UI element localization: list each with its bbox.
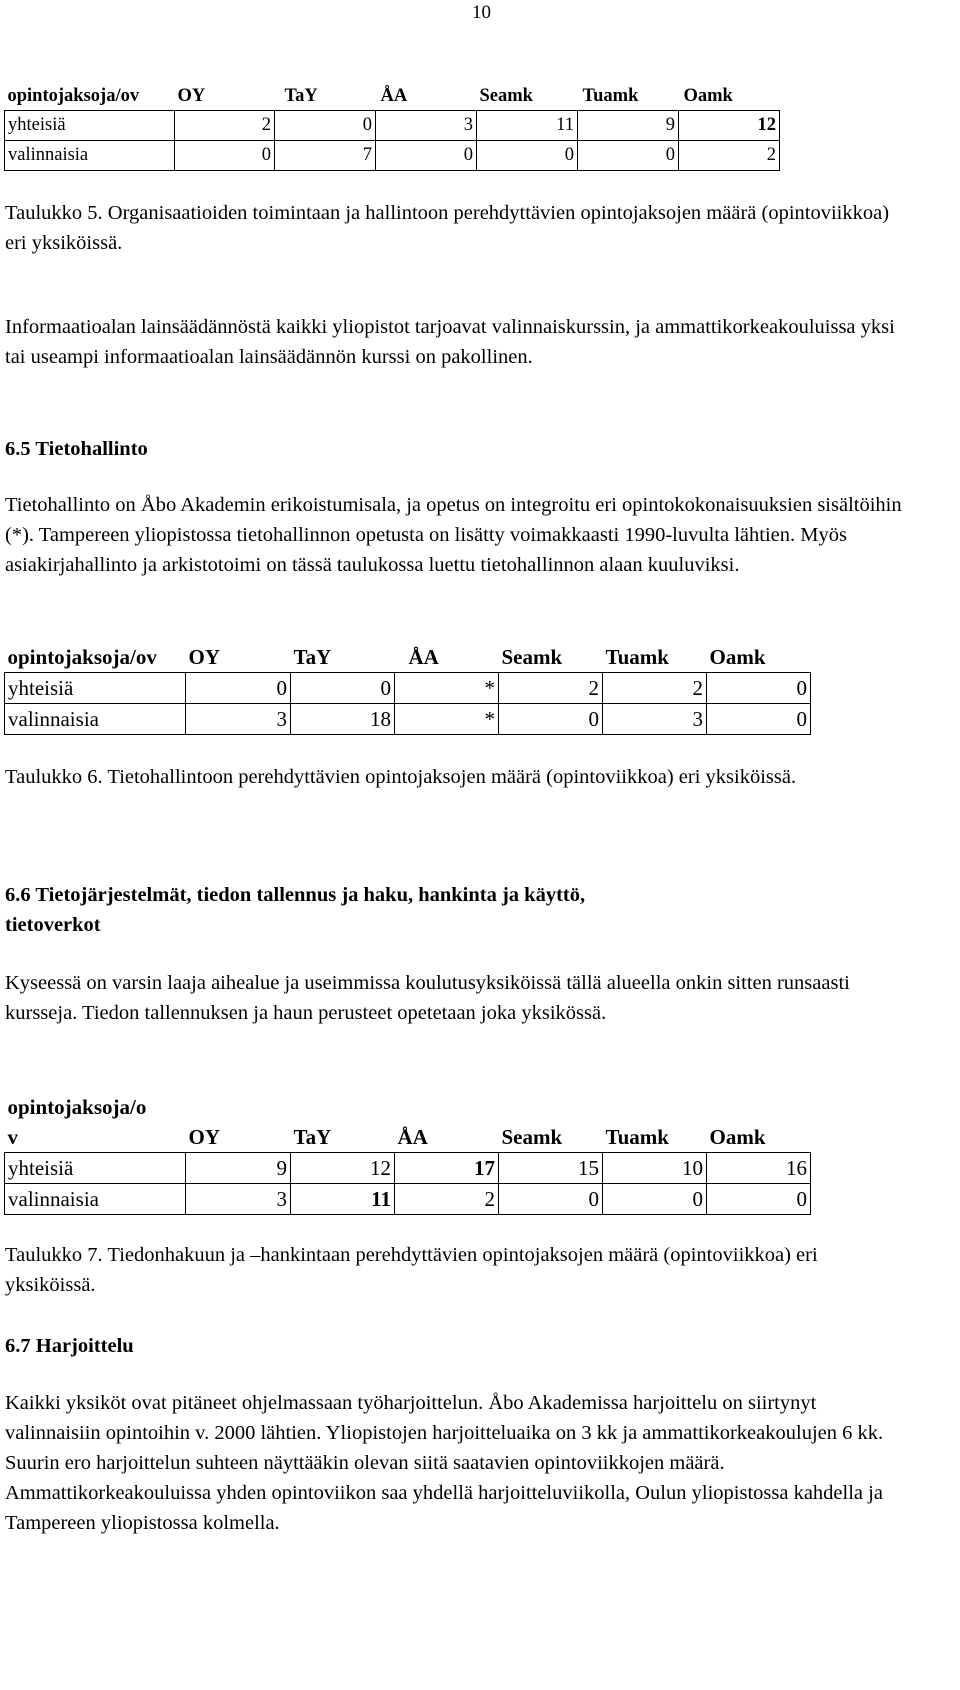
section-heading-6-7: 6.7 Harjoittelu	[5, 1335, 134, 1357]
table-cell: 3	[603, 704, 707, 735]
paragraph-6-6: Kyseessä on varsin laaja aihealue ja useimmissa koulutusyksiköissä tällä alueella onkin sitten runsaasti kursseja. Tiedon tallennuksen ja haun perusteet opetetaan joka yksikössä.	[5, 972, 850, 1024]
table-cell: 11	[477, 111, 578, 141]
row-label: valinnaisia	[5, 704, 186, 735]
table-header-cell: Seamk	[501, 1124, 563, 1149]
table-header-cell: Oamk	[709, 1124, 766, 1149]
table-cell: 3	[376, 111, 477, 141]
table-cell: 17	[395, 1153, 499, 1184]
table-cell: *	[395, 673, 499, 704]
table-header-cell: Seamk	[501, 644, 563, 669]
table-cell: 2	[603, 673, 707, 704]
table-header-cell: ÅA	[397, 1124, 428, 1149]
table-header-cell: Oamk	[683, 85, 733, 106]
table-cell: 0	[499, 704, 603, 735]
table-header-row	[5, 642, 811, 673]
table-cell: 12	[291, 1153, 395, 1184]
caption-table-6: Taulukko 6. Tietohallintoon perehdyttävien opintojaksojen määrä (opintoviikkoa) eri yksiköissä.	[5, 766, 797, 788]
table-header-cell: TaY	[293, 644, 332, 669]
table-cell: 9	[186, 1153, 291, 1184]
paragraph-6-5: Tietohallinto on Åbo Akademin erikoistumisala, ja opetus on integroitu eri opintokokonaisuuksien sisältöihin (*). Tampereen yliopistossa tietohallinnon opetusta on lisätty voimakkaasti 1990-luvulta lähtien. Myös asiakirjahallinto ja arkistotoimi on tässä taulukossa luettu tietohallinnon alaan kuuluviksi.	[5, 494, 902, 576]
table-7	[4, 1092, 811, 1215]
table-cell: 0	[477, 141, 578, 171]
table-header-cell: opintojaksoja/ov	[7, 644, 157, 669]
row-label: yhteisiä	[5, 1153, 186, 1184]
table-cell: 9	[578, 111, 679, 141]
table-header-cell: OY	[188, 644, 220, 669]
table-row	[5, 673, 811, 704]
table-row	[5, 1153, 811, 1184]
table-header-row	[5, 1122, 811, 1153]
table-header-cell: opintojaksoja/ov	[7, 85, 140, 106]
section-heading-6-6: 6.6 Tietojärjestelmät, tiedon tallennus ja haku, hankinta ja käyttö, tietoverkot	[5, 884, 586, 936]
table-cell: 15	[499, 1153, 603, 1184]
caption-table-5: Taulukko 5. Organisaatioiden toimintaan ja hallintoon perehdyttävien opintojaksojen määrä (opintoviikkoa) eri yksiköissä.	[5, 202, 890, 254]
row-label: yhteisiä	[5, 111, 175, 141]
table-row	[5, 1184, 811, 1215]
table-cell: 0	[578, 141, 679, 171]
table-cell: 0	[275, 111, 376, 141]
table-cell: 0	[376, 141, 477, 171]
table-cell: 0	[186, 673, 291, 704]
table-header-row	[5, 82, 780, 111]
table-header-cell: Tuamk	[605, 644, 669, 669]
table-cell: 0	[707, 673, 811, 704]
table-cell: 2	[175, 111, 275, 141]
table-cell: 2	[499, 673, 603, 704]
table-5	[4, 82, 780, 171]
table-cell: 2	[395, 1184, 499, 1215]
table-cell: 18	[291, 704, 395, 735]
table-cell: 0	[499, 1184, 603, 1215]
section-heading-6-5: 6.5 Tietohallinto	[5, 438, 148, 460]
table-cell: 0	[175, 141, 275, 171]
table-header-cell: v	[7, 1124, 18, 1149]
table-cell: 0	[707, 1184, 811, 1215]
table-cell: 2	[679, 141, 780, 171]
table-cell: 3	[186, 1184, 291, 1215]
table-cell: 16	[707, 1153, 811, 1184]
table-header-cell: TaY	[293, 1124, 332, 1149]
table-header-cell: ÅA	[408, 644, 439, 669]
table-6	[4, 642, 811, 735]
page-number: 10	[472, 2, 491, 23]
table-header-cell: Tuamk	[605, 1124, 669, 1149]
table-header-cell: Oamk	[709, 644, 766, 669]
paragraph-legislation: Informaatioalan lainsäädännöstä kaikki yliopistot tarjoavat valinnaiskurssin, ja ammattikorkeakouluissa yksi tai useampi informaatioalan lainsäädännön kurssi on pakollinen.	[5, 316, 895, 368]
table-header-cell: TaY	[284, 85, 318, 106]
table-row	[5, 141, 780, 171]
table-cell: 12	[679, 111, 780, 141]
paragraph-6-7: Kaikki yksiköt ovat pitäneet ohjelmassaan työharjoittelun. Åbo Akademissa harjoittelu on siirtynyt valinnaisiin opintoihin v. 2000 lähtien. Yliopistojen harjoitteluaika on 3 kk ja ammattikorkeakoulujen 6 kk. Suurin ero harjoittelun suhteen näyttääkin olevan siitä saatavien opintoviikkojen määrä. Ammattikorkeakouluissa yhden opintoviikon saa yhdellä harjoitteluviikolla, Oulun yliopistossa kahdella ja Tampereen yliopistossa kolmella.	[5, 1392, 884, 1534]
table-header-cell: Tuamk	[582, 85, 639, 106]
table-cell: 0	[707, 704, 811, 735]
row-label: valinnaisia	[5, 1184, 186, 1215]
table-cell: 3	[186, 704, 291, 735]
table-header-cell: opintojaksoja/o	[7, 1094, 147, 1119]
table-cell: *	[395, 704, 499, 735]
table-header-cell: Seamk	[479, 85, 533, 106]
table-cell: 10	[603, 1153, 707, 1184]
table-header-cell: OY	[177, 85, 206, 106]
table-cell: 11	[291, 1184, 395, 1215]
caption-table-7: Taulukko 7. Tiedonhakuun ja –hankintaan perehdyttävien opintojaksojen määrä (opintoviikkoa) eri yksiköissä.	[5, 1244, 818, 1296]
table-cell: 0	[603, 1184, 707, 1215]
table-header-cell: ÅA	[380, 85, 408, 106]
row-label: yhteisiä	[5, 673, 186, 704]
table-cell: 0	[291, 673, 395, 704]
table-header-row	[5, 1092, 811, 1122]
table-row	[5, 704, 811, 735]
table-row	[5, 111, 780, 141]
table-cell: 7	[275, 141, 376, 171]
table-header-cell: OY	[188, 1124, 220, 1149]
row-label: valinnaisia	[5, 141, 175, 171]
